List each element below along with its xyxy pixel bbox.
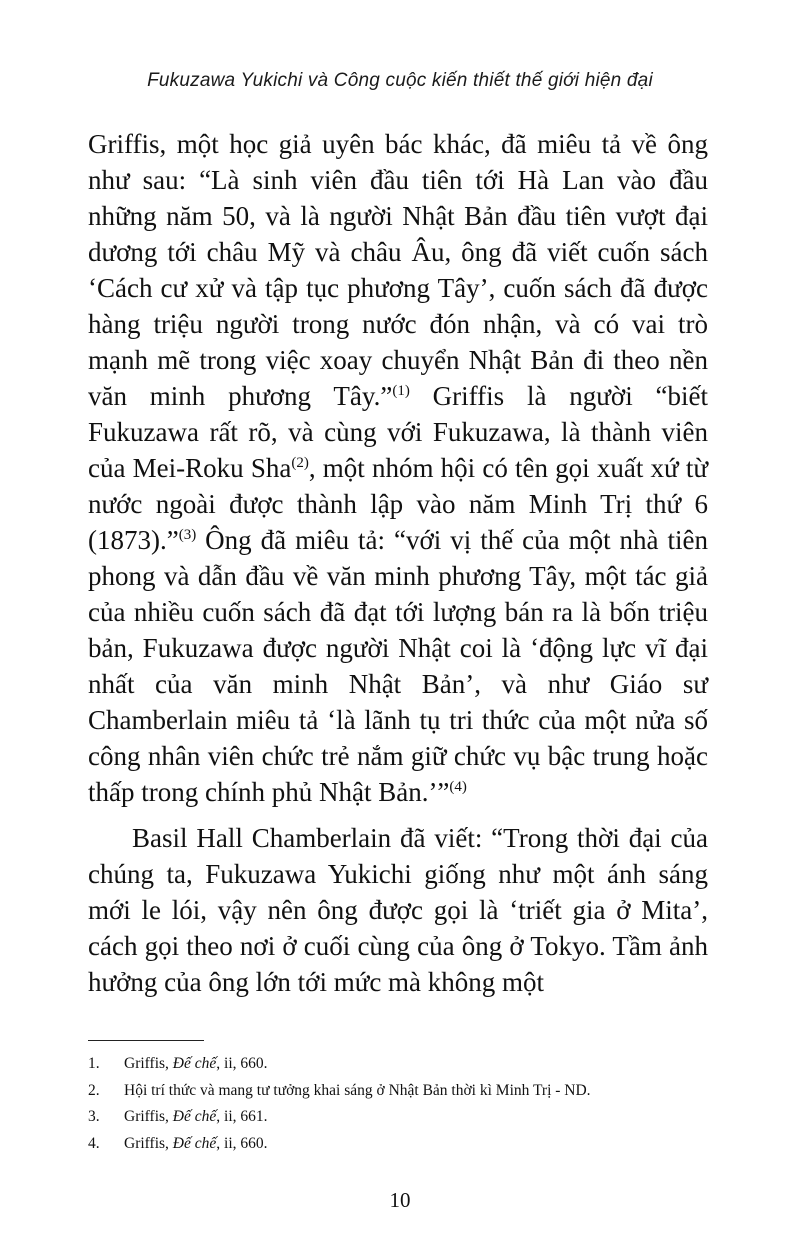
footnote-number: 1. (88, 1055, 100, 1072)
footnote-ref-3: (3) (178, 527, 197, 543)
footnote-number: 4. (88, 1134, 100, 1152)
footnote-text: Griffis, (124, 1108, 173, 1125)
paragraph-text: Ông đã miêu tả: “với vị thế của một nhà tiên phong và dẫn đầu về văn minh phương Tây, một tác giả của nhiều cuốn sách đã đạt tới lượng bán ra là bốn triệu bản, Fukuzawa được người Nhật coi là ‘động lực vĩ đại nhất của văn minh Nhật Bản’, và như Giáo sư Chamberlain miêu tả ‘là lãnh tụ tri thức của một nửa số công nhân viên chức trẻ nắm giữ chức vụ bậc trung hoặc thấp trong chính phủ Nhật Bản.’” (88, 525, 708, 807)
paragraph-text: Griffis là người “biết Fukuzawa rất rõ, và cùng với Fukuzawa, là thành viên của Mei-Roku Sha (88, 381, 708, 483)
paragraph-griffis (88, 126, 708, 810)
page-number: 10 (389, 1188, 411, 1212)
footnote-divider (88, 1040, 204, 1041)
paragraph-chamberlain: Basil Hall Chamberlain đã viết: “Trong thời đại của chúng ta, Fukuzawa Yukichi giống như một ánh sáng mới le lói, vậy nên ông được gọi là ‘triết gia ở Mita’, cách gọi theo nơi ở cuối cùng của ông ở Tokyo. Tầm ảnh hưởng của ông lớn tới mức mà không một (88, 823, 708, 997)
paragraph-text: , một nhóm hội có tên gọi xuất xứ từ nước ngoài được thành lập vào năm Minh Trị thứ 6 (1873).” (88, 453, 708, 555)
footnotes-list (88, 1051, 728, 1157)
footnote-ref-4: (4) (449, 779, 467, 795)
footnote-ref-1: (1) (392, 383, 410, 399)
footnote-text: , ii, 661. (216, 1108, 268, 1125)
footnote-text: Griffis, (124, 1134, 173, 1152)
footnote-number: 3. (88, 1108, 100, 1125)
footnote-item (88, 1078, 728, 1105)
footnote-text: Hội trí thức và mang tư tưởng khai sáng ở Nhật Bản thời kì Minh Trị - ND. (124, 1081, 591, 1099)
footnote-source-title: Đế chế (172, 1134, 217, 1152)
footnote-source-title: Đế chế (172, 1055, 217, 1072)
footnote-text: Griffis, (124, 1055, 173, 1072)
footnote-item (88, 1051, 728, 1078)
footnote-text: , ii, 660. (216, 1134, 268, 1152)
footnote-item (88, 1104, 728, 1131)
running-header: Fukuzawa Yukichi và Công cuộc kiến thiết thế giới hiện đại (147, 70, 653, 91)
footnote-item (88, 1131, 728, 1158)
footnote-source-title: Đế chế (172, 1108, 217, 1125)
footnote-ref-2: (2) (291, 455, 309, 471)
body-text (88, 126, 708, 1000)
paragraph-text: Griffis, một học giả uyên bác khác, đã miêu tả về ông như sau: “Là sinh viên đầu tiên tới Hà Lan vào đầu những năm 50, và là người Nhật Bản đầu tiên vượt đại dương tới châu Mỹ và châu Âu, ông đã viết cuốn sách ‘Cách cư xử và tập tục phương Tây’, cuốn sách đã được hàng triệu người trong nước đón nhận, và có vai trò mạnh mẽ trong việc xoay chuyển Nhật Bản đi theo nền văn minh phương Tây.” (88, 129, 708, 411)
footnote-number: 2. (88, 1081, 100, 1099)
footnote-text: , ii, 660. (216, 1055, 268, 1072)
